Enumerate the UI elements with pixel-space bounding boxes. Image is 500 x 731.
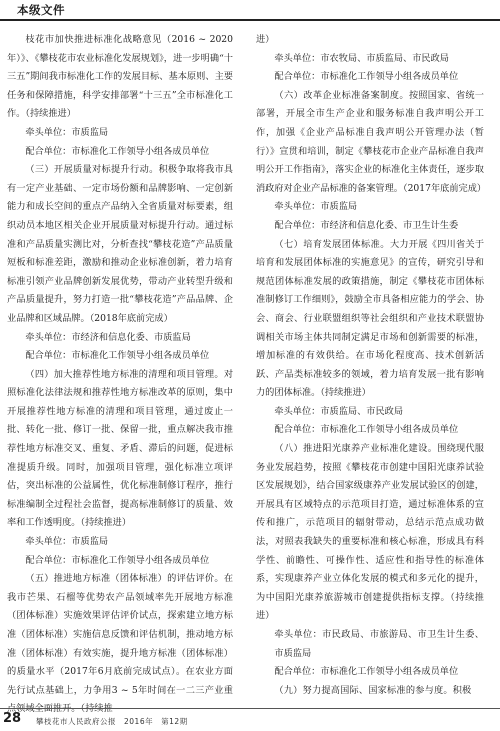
paragraph-text: 配合单位：市标准化工作领导小组各成员单位 xyxy=(25,554,210,566)
measure-paragraph xyxy=(7,570,233,719)
paragraph-text: 按照国家、省统一部署，开展全市生产企业和服务标准自我声明公开工作，加强《企业产品标准自我声明公开管理办法（暂行）》宣贯和培训，制定《攀枝花市企业产品标准自我声明公开工作指南》，落实企业的标准化主体责任，逐步取消政府对企业产品标准的备案管理。（2017年底前完成） xyxy=(256,89,487,194)
responsible-unit-line xyxy=(256,626,484,663)
measure-paragraph xyxy=(7,161,233,328)
paragraph-text: 对照标准化法律法规和推荐性地方标准改革的原则，集中开展推荐性地方标准的清理和项目管理，通过废止一批、转化一批、修订一批、保留一批，重点解决我市推荐性地方标准交叉、重复、矛盾、滞后的问题，促进标准提质升级。同时，加强项目管理，强化标准立项评估，突出标准的公益属性，优化标准制修订程序，推行标准编制全过程社会监督，提高标准制修订的质量、效率和工作透明度。（持续推进） xyxy=(7,368,233,529)
paragraph-text: 牵头单位：市农牧局、市质监局、市民政局 xyxy=(274,52,449,64)
measure-paragraph xyxy=(7,366,233,533)
paragraph-text: 进） xyxy=(256,34,275,45)
header-section-label: 本级文件 xyxy=(17,3,65,17)
responsible-unit-line xyxy=(7,533,233,552)
page-footer xyxy=(0,708,500,730)
responsible-unit-line xyxy=(7,124,233,143)
paragraph-text: 在我市芒果、石榴等优势农产品领域率先开展地方标准（团体标准）实施效果评估评价试点，探索建立地方标准（团体标准）实施信息反馈和评估机制，推动地方标准（团体标准）有效实施，提升地方标准（团体标准）的质量水平（2017年6月底前完成试点）。在农业方面先行试点基础上，力争用3 ~ 5年时间在一二三产业重 xyxy=(7,573,233,696)
page-header xyxy=(0,0,500,22)
paragraph-text: 牵头单位：市质监局 xyxy=(274,201,358,213)
responsible-unit-line xyxy=(7,552,233,571)
responsible-unit-line xyxy=(256,50,484,69)
paragraph-text: 配合单位：市标准化工作领导小组各成员单位 xyxy=(274,424,459,436)
paragraph-text: 积极争取将我市具有一定产业基础、一定市场份额和品牌影响、一定创新能力和成长空间的重点产品纳入全省质量对标要素，组织动员本地区相关企业开展质量对标提升行动。通过标准和产品质量实测比对，分析查找“攀枝花造”产品质量短板和标准差距，激励和推动企业标准创新，着力培育标准引领产业品牌创新发展优势，带动产业转型升级和产品质量提升，努力打造一批“攀枝花造”产品品牌、企业品牌和区域品牌。（2018年底前完成） xyxy=(7,164,233,324)
measure-heading: （九）努力提高国际、国家标准的参与度。 xyxy=(274,684,453,696)
measure-heading: （五）推进地方标准（团体标准）的评估评价。 xyxy=(25,573,224,585)
paragraph-text: 配合单位：市经济和信息化委、市卫生计生委 xyxy=(274,219,459,231)
responsible-unit-line xyxy=(256,198,484,217)
body-paragraph xyxy=(256,31,484,50)
measure-paragraph xyxy=(256,682,484,701)
left-text-column xyxy=(7,31,233,719)
paragraph-text: 配合单位：市标准化工作领导小组各成员单位 xyxy=(274,666,459,678)
responsible-unit-line xyxy=(7,329,233,348)
responsible-unit-line xyxy=(256,68,484,87)
publication-info: 攀枝花市人民政府公报 2016年 第12期 xyxy=(36,717,188,726)
paragraph-text: 围绕现代服务业发展趋势，按照《攀枝花市创建中国阳光康养试验区发展规划》，结合国家级康养产业发展试验区的创建，开展具有区域特点的示范项目打造，通过标准体系的宣传和推广，示范项目的辐射带动，总结示范点成功做法，对照表我缺失的重要标准和核心标准，形成具有科学性、前瞻性、可操作性、适应性和指导性的标准体系，实现康养产业立体化发展的模式和多元化的提升，为中国阳光康养旅游城市创建提供指标支撑。（持续推进） xyxy=(256,443,484,622)
paragraph-text: 牵头单位：市民政局、市旅游局、市卫生计生委、市质监局 xyxy=(274,629,484,659)
measure-paragraph xyxy=(256,236,484,403)
paragraph-text: 牵头单位：市质监局、市民政局 xyxy=(274,405,404,417)
measure-heading: （六）改革企业标准备案制度。 xyxy=(274,89,409,101)
measure-heading: （八）推进阳光康养产业标准化建设。 xyxy=(274,443,438,455)
measure-heading: （七）培育发展团体标准。 xyxy=(274,238,390,250)
measure-paragraph xyxy=(256,87,487,199)
right-text-column xyxy=(256,31,487,700)
responsible-unit-line xyxy=(256,217,484,236)
paragraph-text: 牵头单位：市经济和信息化委、市质监局 xyxy=(25,331,191,343)
paragraph-text: 积极 xyxy=(452,684,472,696)
header-rule xyxy=(0,19,500,21)
responsible-unit-line xyxy=(7,347,233,366)
paragraph-text: 牵头单位：市质监局 xyxy=(25,536,109,548)
measure-heading: （三）开展质量对标提升行动。 xyxy=(25,164,159,176)
body-paragraph xyxy=(7,31,233,124)
responsible-unit-line xyxy=(256,663,484,682)
responsible-unit-line xyxy=(256,421,484,440)
measure-heading: （四）加大推荐性地方标准的清理和项目管理。 xyxy=(25,368,224,380)
paragraph-text: 枝花市加快推进标准化战略意见（2016 ~ 2020年）》、《攀枝花市农业标准化发展规划》，进一步明确“十三五”期间我市标准化工作的发展目标、基本原则、主要任务和保障措施，科学安排部署“十三五”全市标准化工作。（持续推进） xyxy=(7,34,233,120)
measure-paragraph xyxy=(256,440,484,626)
footer-rule xyxy=(0,708,500,709)
responsible-unit-line xyxy=(256,403,484,422)
paragraph-text: 配合单位：市标准化工作领导小组各成员单位 xyxy=(25,350,210,362)
responsible-unit-line xyxy=(7,143,233,162)
paragraph-text: 大力开展《四川省关于培育和发展团体标准的实施意见》的宣传，研究引导和规范团体标准发展的政策措施，制定《攀枝花市团体标准制修订工作细则》，鼓励全市具备相应能力的学会、协会、商会、行业联盟组织等社会组织和产业技术联盟协调相关市场主体共同制定满足市场和创新需要的标准，增加标准的有效供给。在市场化程度高、技术创新活跃、产品类标准较多的领域，着力培育发展一批有影响力的团体标准。（持续推进） xyxy=(256,238,485,399)
paragraph-text: 牵头单位：市质监局 xyxy=(25,126,109,138)
paragraph-text: 配合单位：市标准化工作领导小组各成员单位 xyxy=(25,145,210,157)
page-number: 28 xyxy=(3,711,22,726)
paragraph-text: 配合单位：市标准化工作领导小组各成员单位 xyxy=(274,71,459,83)
